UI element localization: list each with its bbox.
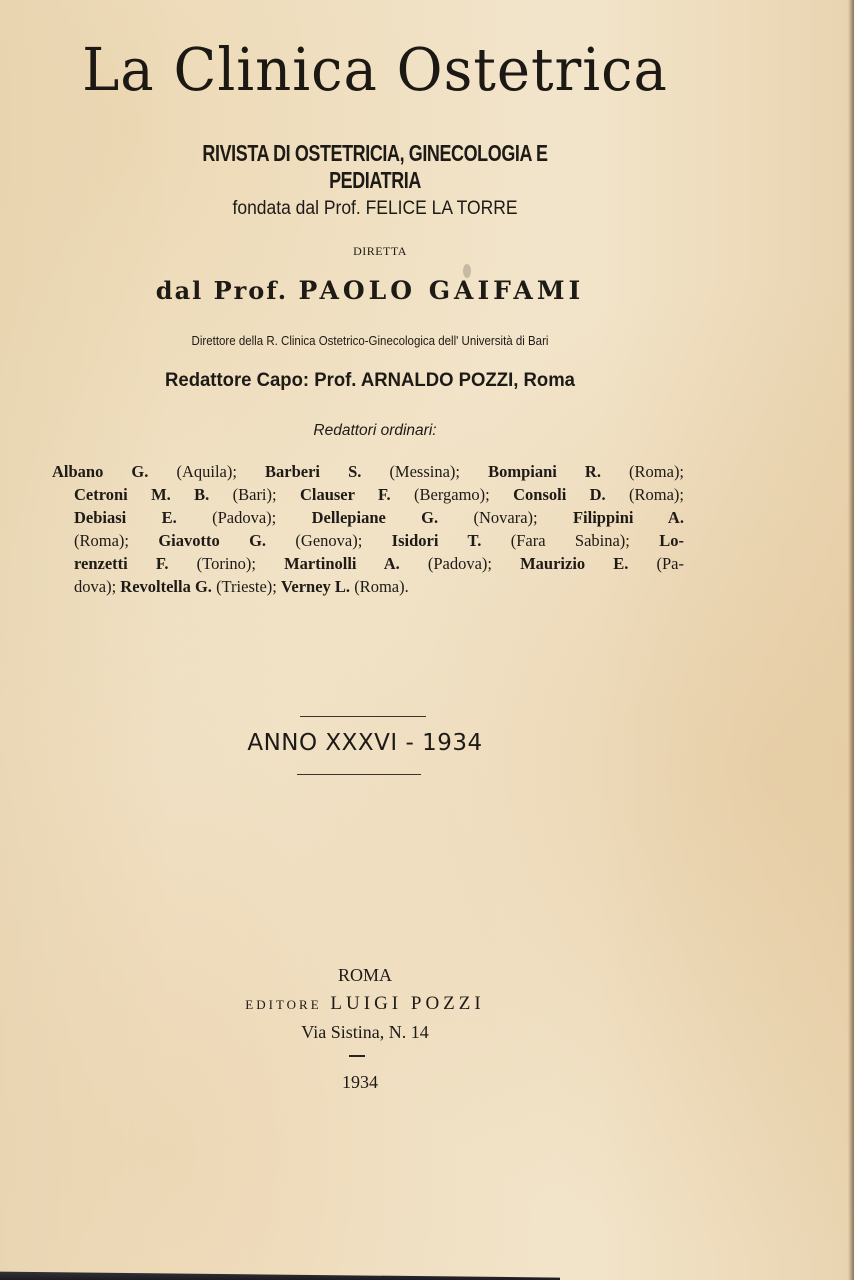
- page-edge-shadow: [848, 0, 854, 1280]
- director-name: PAOLO GAIFAMI: [298, 276, 585, 305]
- journal-subtitle: RIVISTA DI OSTETRICIA, GINECOLOGIA E PEDIATRIA: [202, 140, 548, 193]
- director-prefix: dal Prof.: [155, 276, 289, 305]
- editors-line: Cetroni M. B. (Bari); Clauser F. (Bergamo); Consoli D. (Roma);: [74, 485, 684, 504]
- volume-line: ANNO XXXVI - 1934: [247, 730, 483, 756]
- director-line: [50, 276, 690, 305]
- journal-title: La Clinica Ostetrica: [82, 36, 668, 105]
- director-role: Direttore della R. Clinica Ostetrico-Ginecologica dell' Università di Bari: [191, 334, 549, 348]
- imprint-publisher: [200, 993, 530, 1015]
- editors-line: renzetti F. (Torino); Martinolli A. (Padova); Maurizio E. (Pa-: [74, 554, 684, 573]
- imprint-city: ROMA: [337, 965, 392, 985]
- editor-in-chief: Redattore Capo: Prof. ARNALDO POZZI, Roma: [165, 369, 575, 391]
- volume-rule-bottom: [297, 774, 421, 775]
- volume-rule-top: [300, 716, 426, 717]
- founder-line: fondata dal Prof. FELICE LA TORRE: [232, 198, 518, 219]
- directed-label: DIRETTA: [353, 244, 407, 258]
- editors-line: Debiasi E. (Padova); Dellepiane G. (Novara); Filippini A.: [74, 508, 684, 527]
- book-cover-edge: [0, 1268, 560, 1280]
- imprint-dash: [349, 1055, 365, 1057]
- publisher-label: EDITORE: [245, 997, 322, 1012]
- editors-line: Albano G. (Aquila); Barberi S. (Messina); Bompiani R. (Roma);: [52, 462, 685, 481]
- editors-line: dova); Revoltella G. (Trieste); Verney L. (Roma).: [74, 577, 409, 596]
- publisher-name: LUIGI POZZI: [330, 993, 485, 1014]
- editors-list: [52, 460, 684, 598]
- editors-line: (Roma); Giavotto G. (Genova); Isidori T. (Fara Sabina); Lo-: [74, 531, 684, 550]
- imprint-address: Via Sistina, N. 14: [301, 1022, 429, 1042]
- editors-label: Redattori ordinari:: [313, 422, 437, 439]
- imprint-year: 1934: [342, 1072, 378, 1092]
